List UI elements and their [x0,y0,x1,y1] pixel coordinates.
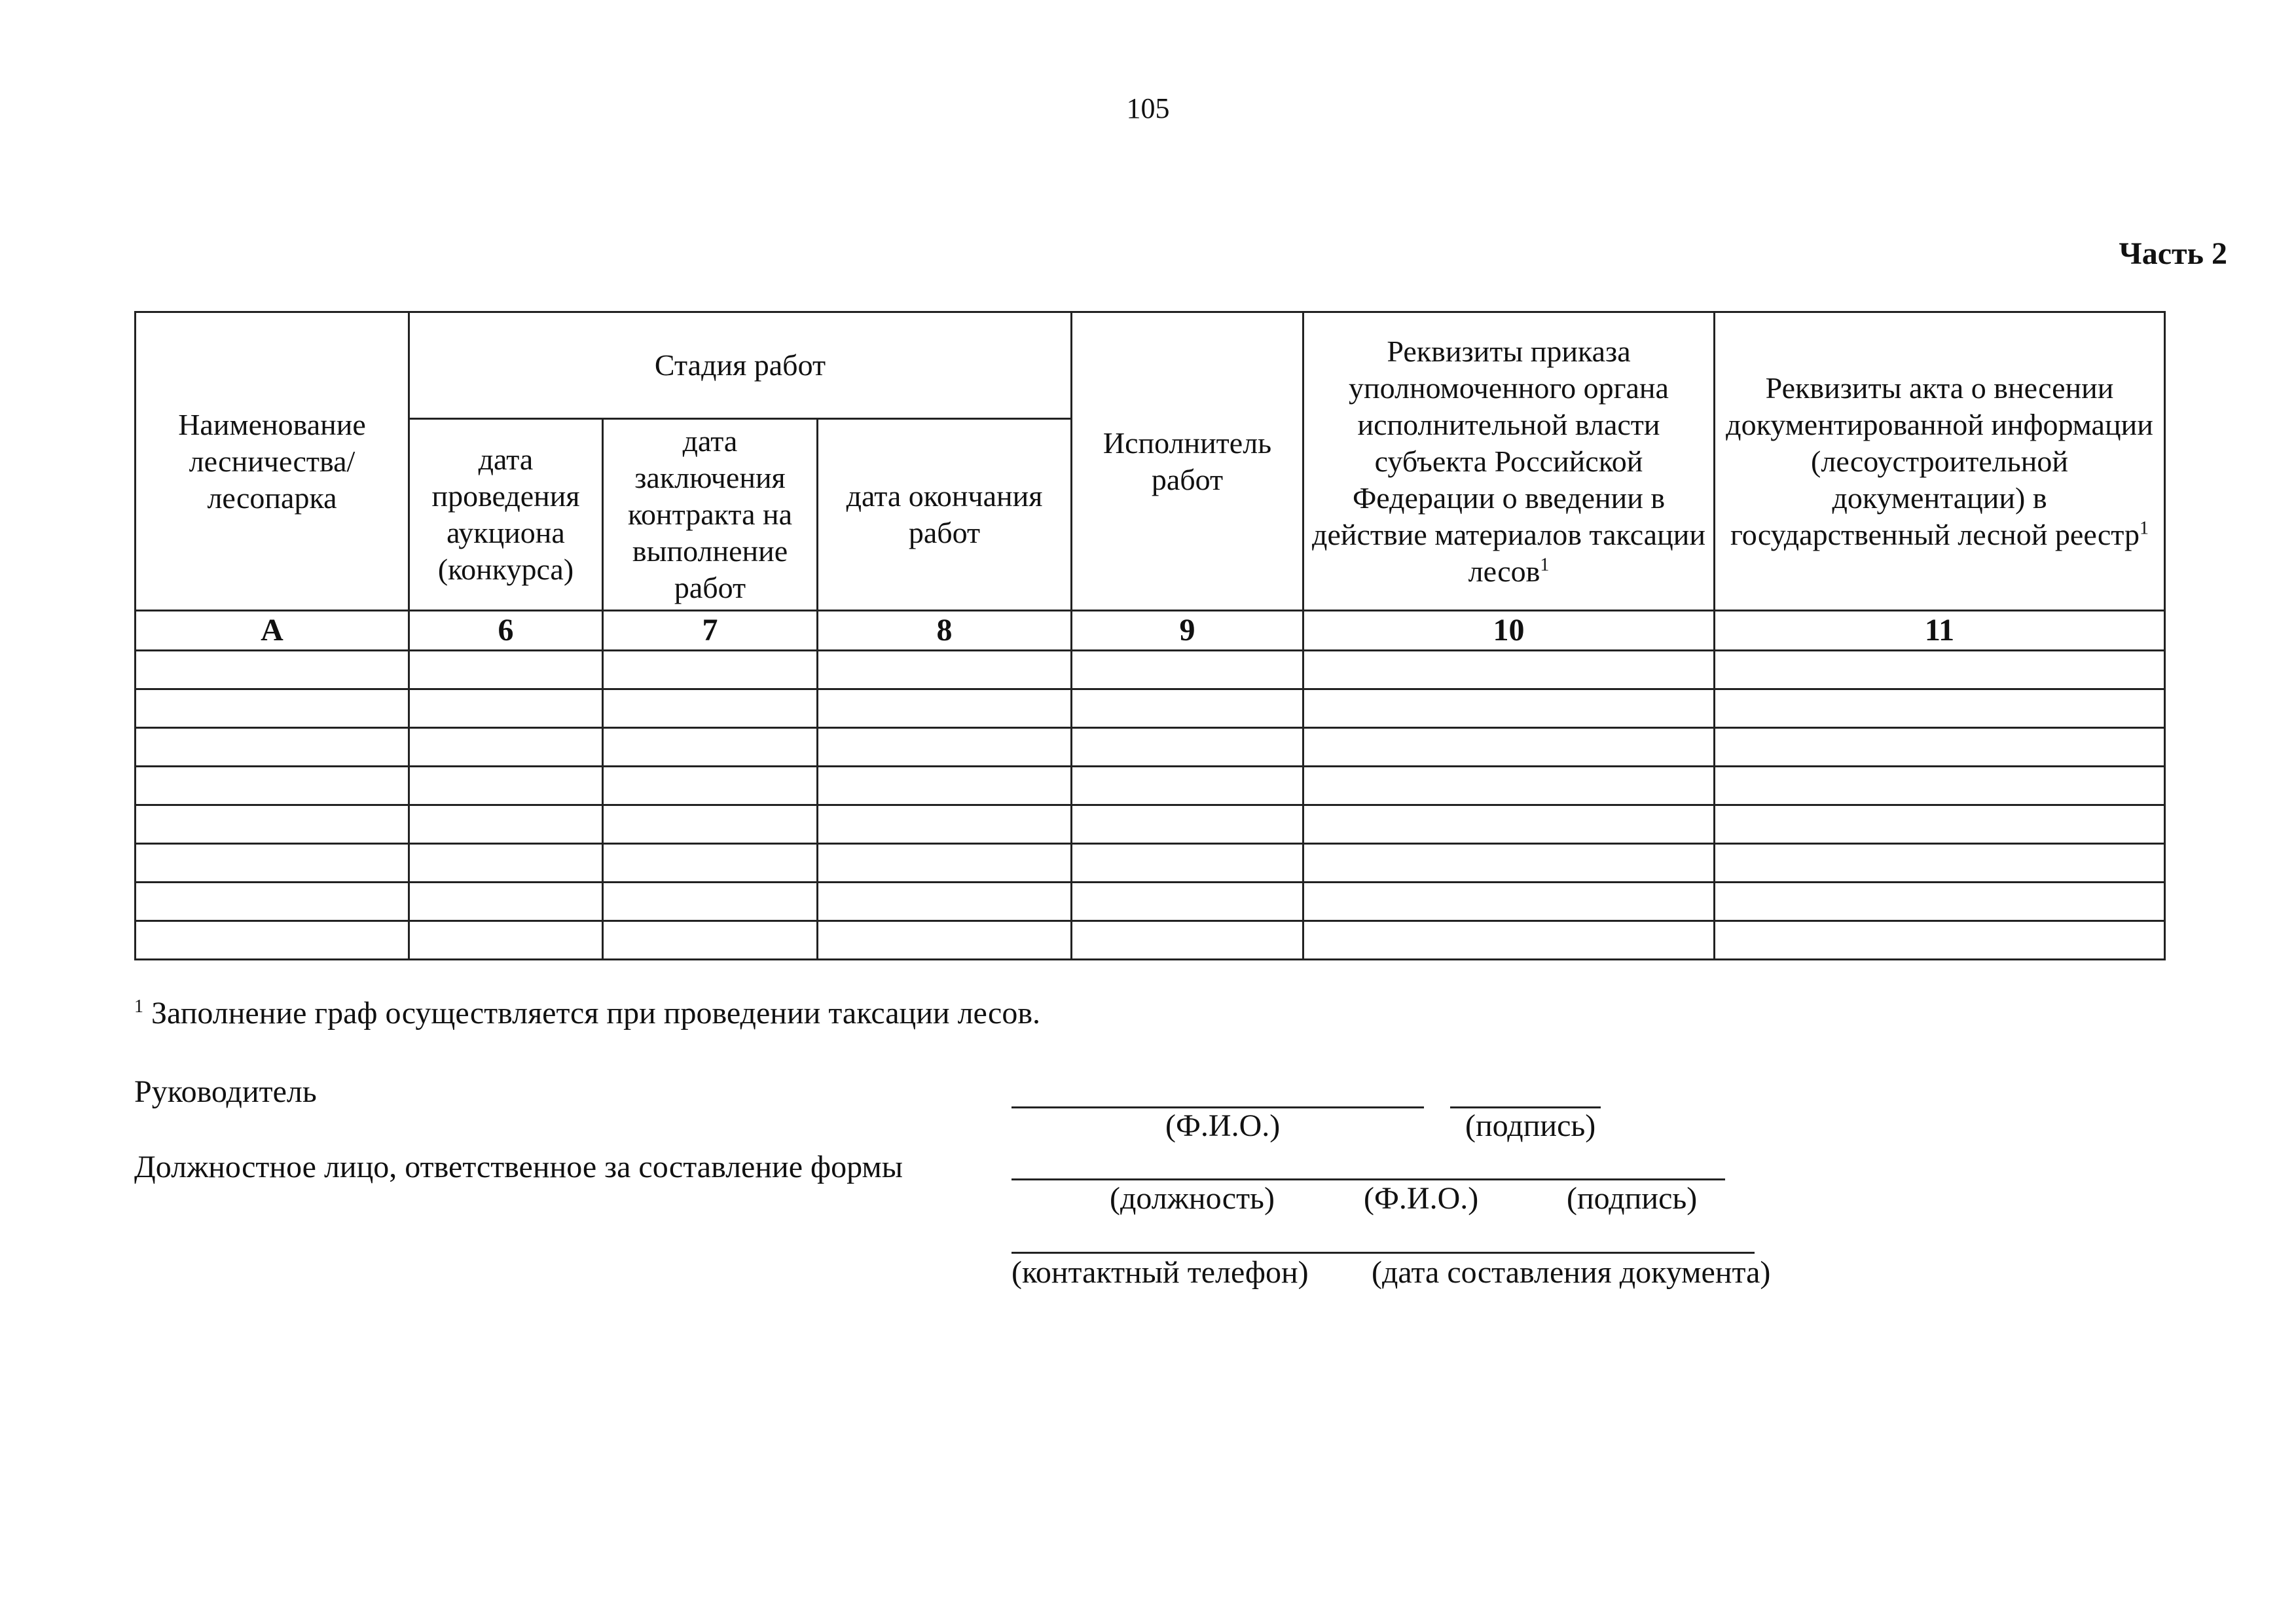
table-cell[interactable] [818,767,1072,805]
index-cell: 10 [1303,611,1715,651]
table-cell[interactable] [1303,921,1715,960]
table-cell[interactable] [1072,805,1303,844]
form-table [134,311,2166,960]
table-cell[interactable] [136,805,409,844]
table-cell[interactable] [603,728,818,767]
table-cell[interactable] [1715,689,2165,728]
head-fio-caption: (Ф.И.О.) [1165,1108,1281,1143]
table-row [136,689,2165,728]
table-cell[interactable] [1072,728,1303,767]
index-cell: А [136,611,409,651]
table-cell[interactable] [1715,728,2165,767]
table-row [136,805,2165,844]
footnote-text: Заполнение граф осуществляется при проведении таксации лесов. [151,996,1040,1030]
table-cell[interactable] [603,767,818,805]
table-cell[interactable] [409,805,603,844]
footnote [134,995,1040,1031]
official-position-caption: (должность) [1110,1181,1275,1216]
table-cell[interactable] [136,767,409,805]
header-executor: Исполнитель работ [1072,312,1303,611]
table-cell[interactable] [1715,805,2165,844]
table-cell[interactable] [136,689,409,728]
index-cell: 8 [818,611,1072,651]
index-cell: 11 [1715,611,2165,651]
table-cell[interactable] [1303,651,1715,689]
table-cell[interactable] [136,728,409,767]
table-cell[interactable] [1715,921,2165,960]
table-cell[interactable] [409,921,603,960]
table-cell[interactable] [409,728,603,767]
table-row [136,651,2165,689]
index-row [136,611,2165,651]
table-cell[interactable] [818,728,1072,767]
table-cell[interactable] [1303,728,1715,767]
table-cell[interactable] [409,651,603,689]
footnote-mark: 1 [2139,518,2149,539]
part-label: Часть 2 [2119,236,2227,271]
contact-line[interactable] [1011,1252,1755,1254]
table-cell[interactable] [1303,689,1715,728]
table-cell[interactable] [603,883,818,921]
table-cell[interactable] [1072,921,1303,960]
table-cell[interactable] [136,921,409,960]
footnote-mark: 1 [1540,555,1550,575]
table-cell[interactable] [1303,844,1715,883]
act-details-text: Реквизиты акта о внесении документированной информации (лесоустроительной документации) в государственный лесной реестр [1726,371,2153,551]
table-cell[interactable] [1715,767,2165,805]
header-contract-date: дата заключения контракта на выполнение работ [603,419,818,611]
table-cell[interactable] [409,844,603,883]
table-cell[interactable] [409,689,603,728]
table-cell[interactable] [818,883,1072,921]
table-cell[interactable] [818,844,1072,883]
table-cell[interactable] [818,689,1072,728]
table-cell[interactable] [603,689,818,728]
table-row [136,728,2165,767]
table-cell[interactable] [1072,883,1303,921]
index-cell: 7 [603,611,818,651]
table-cell[interactable] [603,844,818,883]
table-cell[interactable] [1072,651,1303,689]
order-details-text: Реквизиты приказа уполномоченного органа исполнительной власти субъекта Российской Федерации о введении в действие материалов таксации лесов [1312,334,1705,588]
table-cell[interactable] [1303,883,1715,921]
table-cell[interactable] [818,805,1072,844]
table-cell[interactable] [603,805,818,844]
table-cell[interactable] [1072,689,1303,728]
table-cell[interactable] [409,767,603,805]
table-row [136,883,2165,921]
table-cell[interactable] [1303,767,1715,805]
page-number: 105 [1126,92,1170,124]
footnote-mark: 1 [134,996,143,1017]
header-row-top [136,312,2165,419]
header-auction-date: дата проведения аукциона (конкурса) [409,419,603,611]
header-completion-date: дата окончания работ [818,419,1072,611]
table-cell[interactable] [136,844,409,883]
table-cell[interactable] [818,921,1072,960]
table-cell[interactable] [603,921,818,960]
table-cell[interactable] [1715,883,2165,921]
table-row [136,767,2165,805]
table-cell[interactable] [1072,844,1303,883]
index-cell: 9 [1072,611,1303,651]
table-cell[interactable] [1715,844,2165,883]
table-cell[interactable] [1072,767,1303,805]
table-row [136,921,2165,960]
table-cell[interactable] [136,651,409,689]
header-work-stage: Стадия работ [409,312,1072,419]
table-cell[interactable] [1715,651,2165,689]
head-signature-caption: (подпись) [1465,1108,1596,1143]
table-cell[interactable] [409,883,603,921]
table-row [136,844,2165,883]
table-body [136,651,2165,960]
official-signature-caption: (подпись) [1567,1181,1698,1216]
official-fio-caption: (Ф.И.О.) [1364,1181,1479,1216]
table-cell[interactable] [136,883,409,921]
header-forestry-name: Наименование лесничества/ лесопарка [136,312,409,611]
table-cell[interactable] [603,651,818,689]
table-cell[interactable] [818,651,1072,689]
official-label: Должностное лицо, ответственное за составление формы [134,1150,903,1184]
index-cell: 6 [409,611,603,651]
head-label: Руководитель [134,1074,317,1109]
contact-phone-caption: (контактный телефон) [1011,1255,1309,1290]
header-act-details [1715,312,2165,611]
doc-date-caption: (дата составления документа) [1372,1255,1771,1290]
table-cell[interactable] [1303,805,1715,844]
header-order-details [1303,312,1715,611]
